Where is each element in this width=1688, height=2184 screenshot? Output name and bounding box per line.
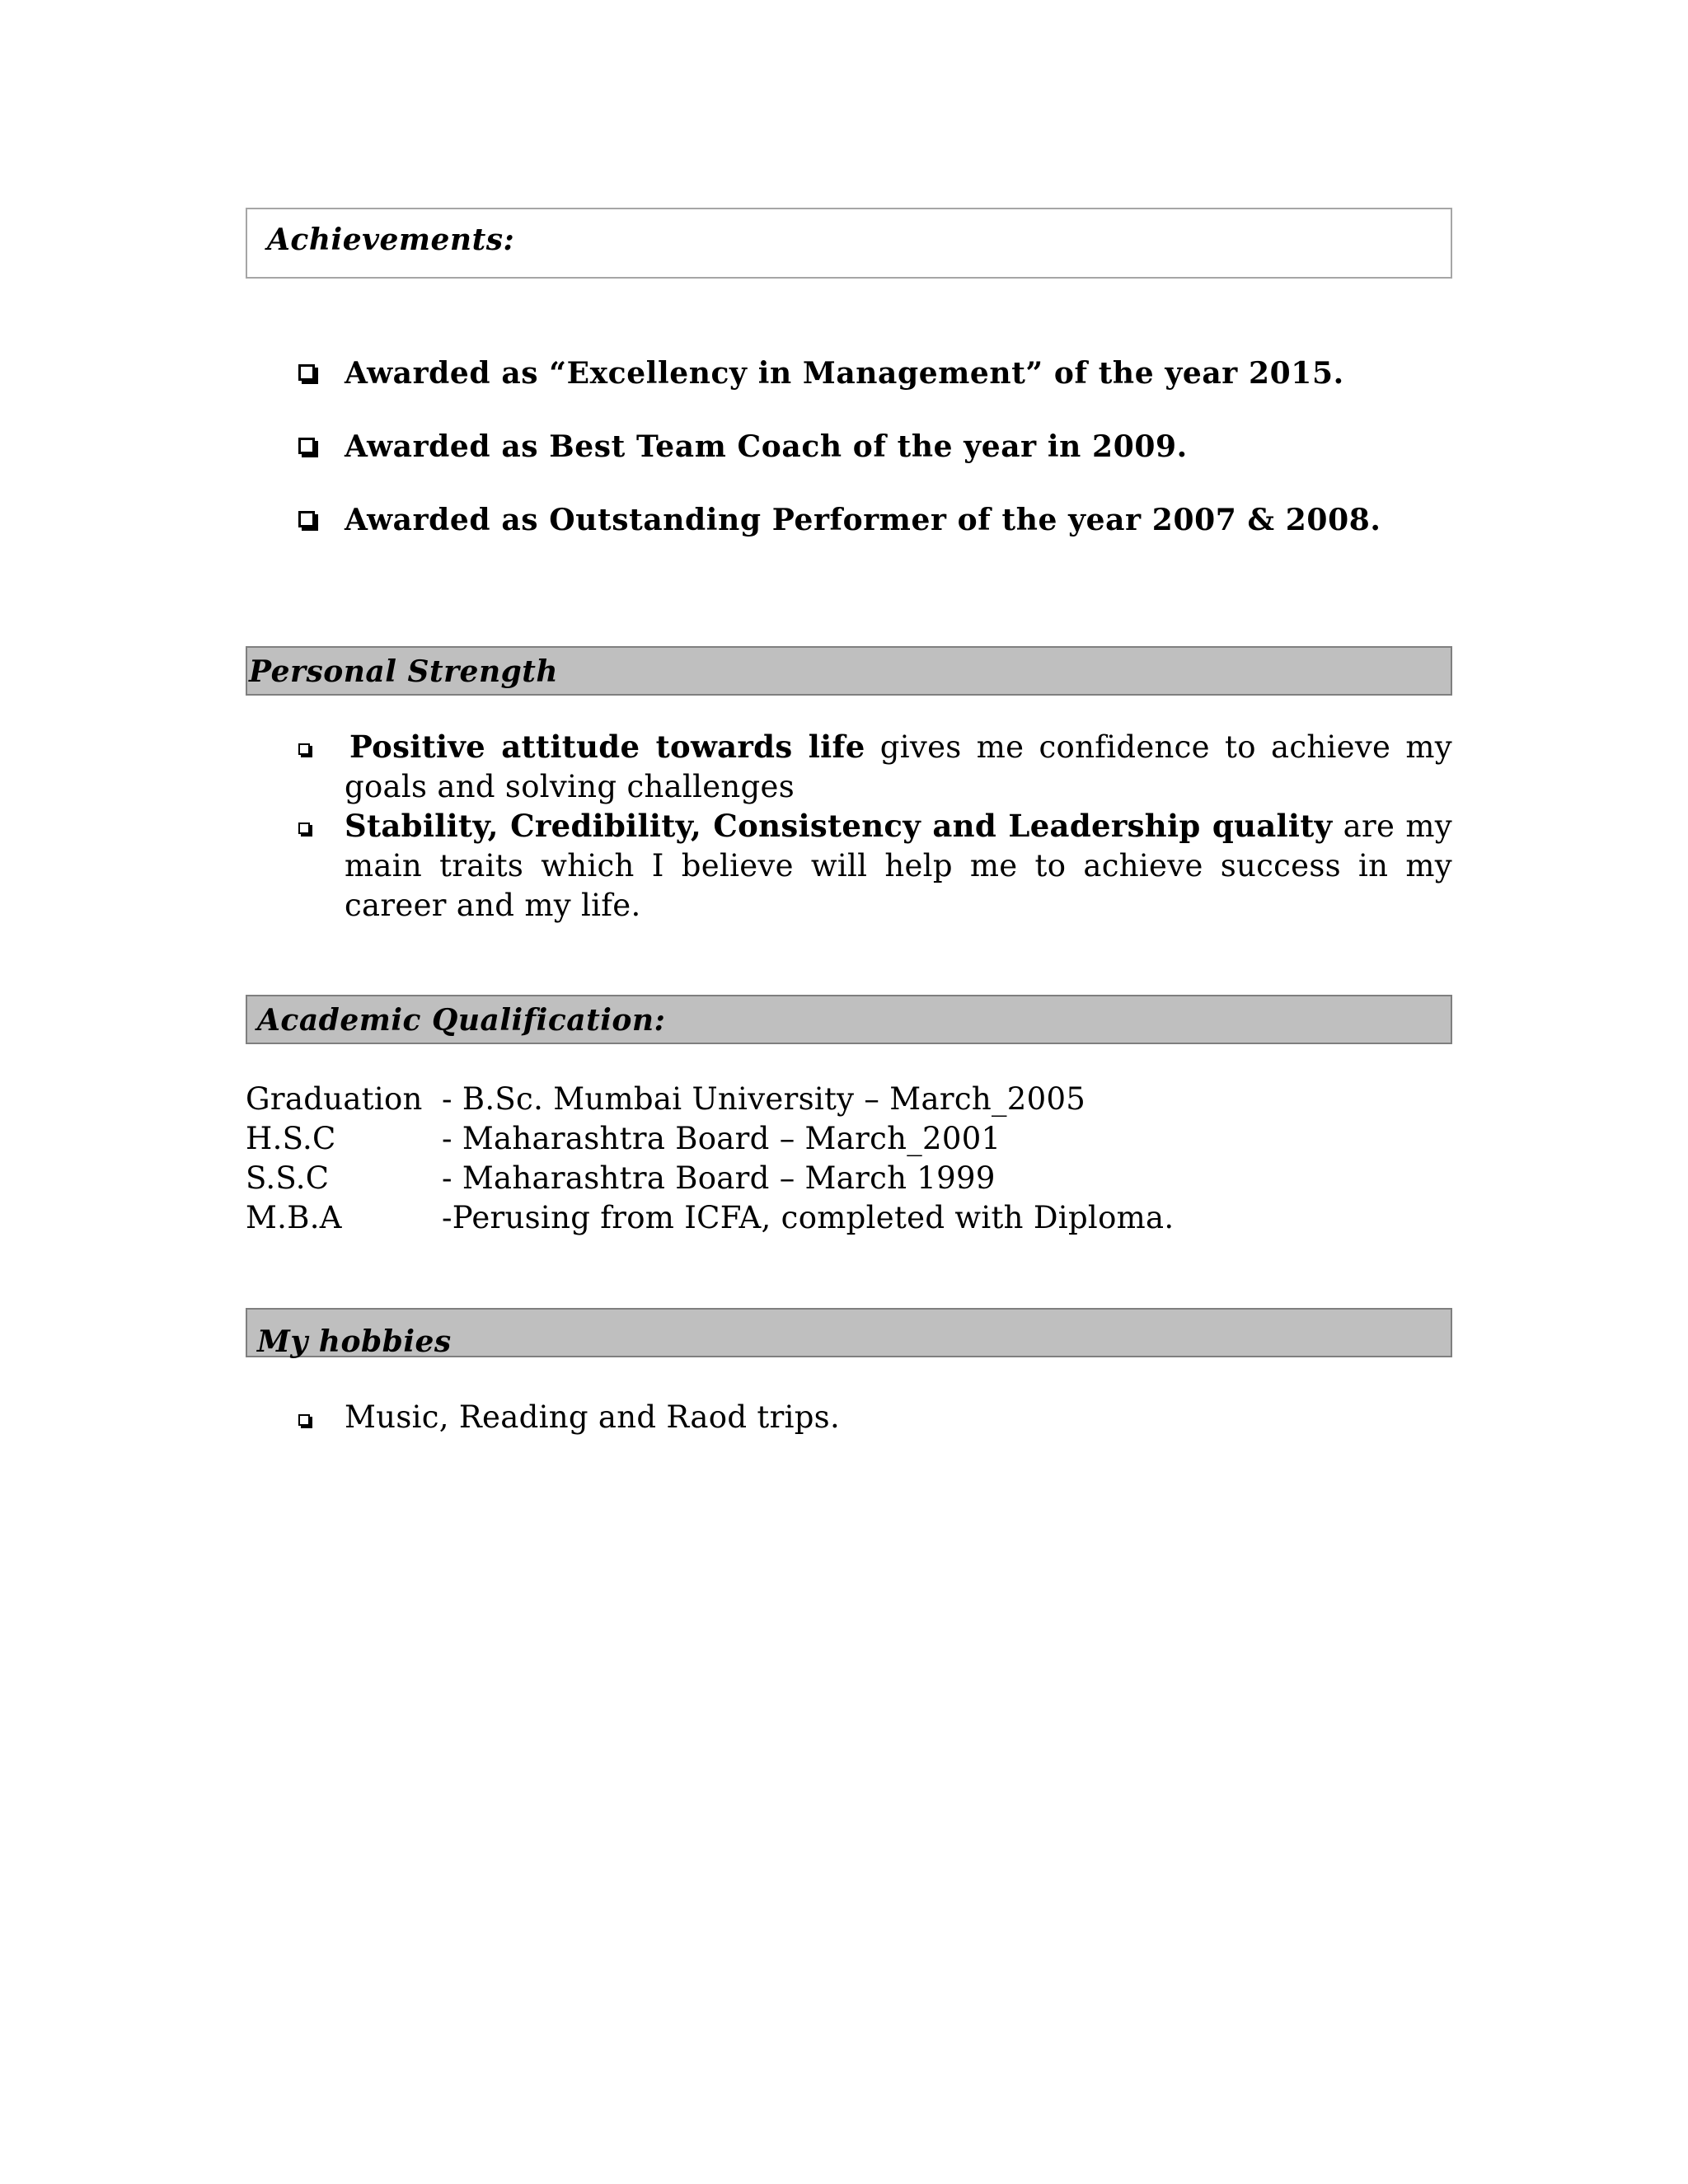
academic-row-value: - B.Sc. Mumbai University – March_2005: [442, 1081, 1086, 1117]
academic-row-label: M.B.A: [246, 1200, 342, 1235]
checkbox-bullet-icon: [298, 743, 310, 755]
academic-heading-box: [246, 995, 1452, 1044]
achievement-item: Awarded as Best Team Coach of the year in 2009.: [345, 429, 1188, 464]
checkbox-bullet-icon: [298, 438, 315, 454]
achievements-heading: Achievements:: [267, 223, 515, 257]
academic-row-value: - Maharashtra Board – March_2001: [442, 1121, 1001, 1156]
academic-row-value: -Perusing from ICFA, completed with Diploma.: [442, 1200, 1175, 1235]
academic-row-label: S.S.C: [246, 1160, 330, 1196]
checkbox-bullet-icon: [298, 1414, 310, 1426]
personal-strength-heading-box: [246, 646, 1452, 696]
strength-item-bold: Stability, Credibility, Consistency and Leadership quality: [345, 808, 1333, 844]
academic-row-label: Graduation: [246, 1081, 423, 1117]
checkbox-bullet-icon: [298, 364, 315, 381]
achievement-item: Awarded as Outstanding Performer of the year 2007 & 2008.: [345, 503, 1381, 537]
checkbox-bullet-icon: [298, 823, 310, 834]
personal-strength-heading: Personal Strength: [249, 654, 559, 689]
achievement-item: Awarded as “Excellency in Management” of the year 2015.: [345, 356, 1344, 391]
achievements-heading-box: [246, 208, 1452, 279]
hobby-item: Music, Reading and Raod trips.: [345, 1399, 841, 1435]
strength-item-text: gives me confidence to achieve my goals and solving challenges: [345, 729, 1452, 804]
academic-row-label: H.S.C: [246, 1121, 336, 1156]
academic-heading: Academic Qualification:: [257, 1003, 666, 1038]
checkbox-bullet-icon: [298, 511, 315, 527]
strength-item: [345, 727, 1452, 807]
hobbies-heading: My hobbies: [257, 1324, 452, 1359]
strength-item-bold: Positive attitude towards life: [349, 729, 865, 765]
strength-item-text: are my main traits which I believe will help me to achieve success in my career and my life.: [345, 808, 1452, 923]
strength-item: [345, 806, 1452, 926]
hobbies-heading-box: [246, 1308, 1452, 1357]
academic-row-value: - Maharashtra Board – March 1999: [442, 1160, 996, 1196]
